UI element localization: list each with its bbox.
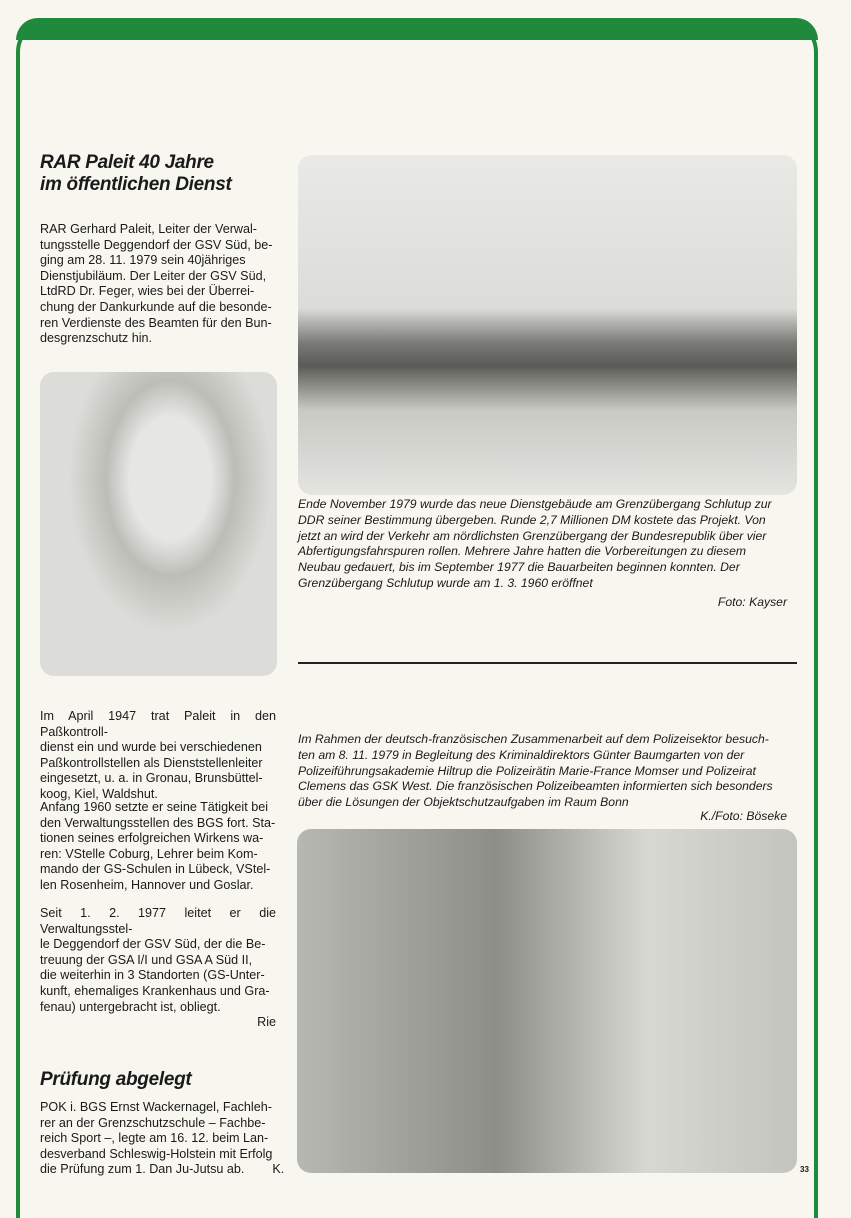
text-line: Grenzübergang Schlutup wurde am 1. 3. 1960 eröffnet [298,575,593,590]
text-line: len Rosenheim, Hannover und Goslar. [40,877,254,892]
article-title-pruefung: Prüfung abgelegt [40,1069,192,1090]
text-line: desgrenzschutz hin. [40,331,153,346]
text-line: den Verwaltungsstellen des BGS fort. Sta- [40,815,276,830]
photo-credit: Foto: Kayser [717,595,787,609]
text-line: Abfertigungsfahrspuren rollen. Mehrere Jahre hatten die Vorbereitungen zu diesem [298,544,747,559]
text-line: tionen seines erfolgreichen Wirkens wa- [40,831,264,846]
text-line: Polizeiführungsakademie Hiltrup die Polizeirätin Marie-France Momser und Polizeirat [298,763,756,778]
text-line: Paßkontrollstellen als Dienststellenleiter [40,755,263,770]
text-line: tungsstelle Deggendorf der GSV Süd, be- [40,237,273,252]
text-line: ten am 8. 11. 1979 in Begleitung des Kriminaldirektors Günter Baumgarten von der [298,747,745,762]
text-line: POK i. BGS Ernst Wackernagel, Fachleh- [40,1100,272,1114]
text-line: über die Lösungen der Objektschutzaufgaben im Raum Bonn [298,795,629,810]
title-line: RAR Paleit 40 Jahre [40,152,214,173]
text-line: RAR Gerhard Paleit, Leiter der Verwal- [40,222,257,236]
text-line: Im Rahmen der deutsch-französischen Zusammenarbeit auf dem Polizeisektor besuch- [298,732,769,746]
text-line: kunft, ehemaliges Krankenhaus und Gra- [40,983,270,998]
text-line: LtdRD Dr. Feger, wies bei der Überrei- [40,284,255,299]
text-line: die weiterhin in 3 Standorten (GS-Unter- [40,968,265,983]
article-2-body [40,1100,285,1178]
section-divider [298,662,797,664]
text-line: die Prüfung zum 1. Dan Ju-Jutsu ab. K. [40,1162,285,1177]
text-line: Seit 1. 2. 1977 leitet er die Verwaltungsstel- [40,906,276,936]
text-line: DDR seiner Bestimmung übergeben. Runde 2,7 Millionen DM kostete das Projekt. Von [298,512,766,527]
text-line: reich Sport –, legte am 16. 12. beim Lan- [40,1131,269,1146]
text-line: desverband Schleswig-Holstein mit Erfolg [40,1146,273,1161]
caption-police-visit [298,732,797,811]
text-line: Clemens das GSK West. Die französischen Polizeibeamten informierten sich besonders [298,779,773,794]
text-line: fenau) untergebracht ist, obliegt. [40,999,221,1014]
text-line: rer an der Grenzschutzschule – Fachbe- [40,1115,266,1130]
text-line: eingesetzt, u. a. in Gronau, Brunsbüttel- [40,771,263,786]
text-line: chung der Dankurkunde auf die besonde- [40,299,272,314]
text-line: jetzt an wird der Verkehr am nördlichsten Grenzübergang der Bundesrepublik über vier [298,528,767,543]
text-line: ren Verdienste des Beamten für den Bun- [40,315,272,330]
text-line: Anfang 1960 setzte er seine Tätigkeit bei [40,800,269,814]
border-crossing-photo [298,155,797,495]
text-line: le Deggendorf der GSV Süd, der die Be- [40,937,266,952]
page-number: 33 [800,1165,809,1174]
text-line: Ende November 1979 wurde das neue Dienstgebäude am Grenzübergang Schlutup zur [298,497,772,511]
text-line: Neubau gedauert, bis im September 1977 die Bauarbeiten beginnen konnten. Der [298,560,740,575]
article-intro [40,222,276,347]
text-line: dienst ein und wurde bei verschiedenen [40,740,262,755]
text-line: ging am 28. 11. 1979 sein 40jähriges [40,253,246,268]
photo-credit: K./Foto: Böseke [700,809,787,823]
article-para-1 [40,709,276,803]
text-line: ren: VStelle Coburg, Lehrer beim Kom- [40,846,258,861]
text-line: Im April 1947 trat Paleit in den Paßkontroll- [40,709,276,739]
author-signature: Rie [257,1015,276,1030]
article-para-3 [40,906,276,1031]
police-meeting-photo [297,829,797,1173]
text-line: treuung der GSA I/I und GSA A Süd II, [40,952,253,967]
caption-border-crossing [298,497,797,592]
text-line: Dienstjubiläum. Der Leiter der GSV Süd, [40,268,267,283]
title-line: im öffentlichen Dienst [40,174,232,195]
portrait-photo [40,372,277,676]
article-para-2 [40,800,276,894]
article-title-paleit [40,152,232,196]
text-line: mando der GS-Schulen in Lübeck, VStel- [40,862,271,877]
text-line: koog, Kiel, Waldshut. [40,786,158,801]
